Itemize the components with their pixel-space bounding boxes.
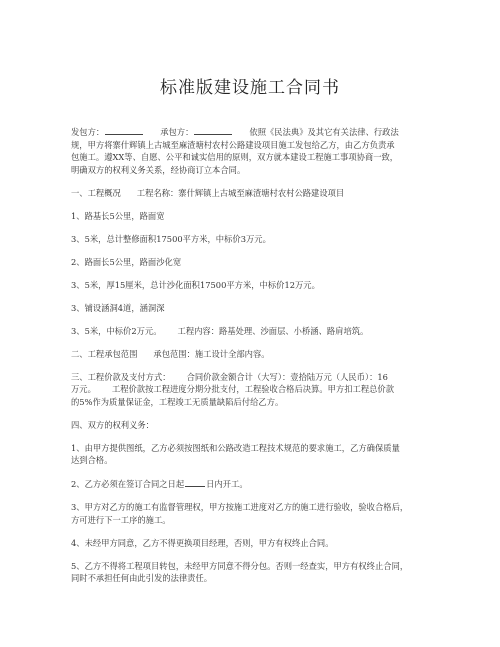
right-1-line-2: 达到合格。 (71, 455, 113, 465)
party-a-blank (105, 125, 143, 135)
contract-body (71, 125, 433, 595)
contract-amount: 合同价款金额合计（大写）：壹拾陆万元（人民币）：16 (186, 371, 388, 382)
right-3-line-2: 方可进行下一工序的施工。 (71, 514, 171, 525)
party-a-label: 发包方： (71, 127, 105, 137)
item-6-price: 3、5米，中标价2万元。 (71, 325, 162, 336)
right-3-line-1: 3、甲方对乙方的施工有监督管理权，甲方按施工进度对乙方的施工进行验收，验收合格后， (71, 502, 409, 512)
section-3-line-2 (71, 383, 433, 396)
section-3-heading: 三、工程价款及支付方式： (71, 371, 171, 382)
project-name: 工程名称：寨什辉镇上古城至麻渣塘村农村公路建设项目 (136, 187, 345, 198)
section-1-heading-line (71, 187, 433, 200)
party-b-label: 承包方： (160, 127, 194, 137)
section-3-paragraph (71, 371, 433, 409)
right-1-line-1: 1、由甲方提供图纸，乙方必须按图纸和公路改造工程技术规范的要求施工，乙方确保质量 (71, 442, 400, 453)
right-3 (71, 501, 433, 526)
intro-line-1 (71, 125, 433, 139)
right-5-line-2: 同时不承担任何由此引发的法律责任。 (71, 573, 213, 583)
section-4-heading: 四、双方的权利义务： (71, 419, 154, 430)
right-1 (71, 442, 433, 467)
section-3-line-3: 的5%作为质量保证金，工程竣工无质量缺陷后付给乙方。 (71, 396, 284, 407)
intro-line-1-rest: 依照《民法典》及其它有关法律、行政法 (249, 127, 399, 137)
right-4 (71, 537, 433, 550)
start-days-blank (185, 477, 205, 487)
right-5-line-1: 5、乙方不得将工程项目转包，未经甲方同意不得分包。否则一经查实，甲方有权终止合同， (71, 560, 409, 571)
item-4: 3、5米，厚15厘米，总计沙化面积17500平方米，中标价12万元。 (71, 279, 320, 290)
item-5: 3、铺设涵洞4道，涵洞深 (71, 302, 165, 313)
item-6 (71, 325, 433, 338)
item-3: 2、路面长5公里，路面沙化宽 (71, 256, 182, 267)
payment-terms: 工程价款按工程进度分期分批支付，工程验收合格后决算。甲方扣工程总价款 (111, 384, 395, 394)
right-2-before: 2、乙方必须在签订合同之日起 (71, 479, 185, 489)
item-1: 1、路基长5公里，路面宽 (71, 210, 165, 221)
section-2-heading: 二、工程承包范围 (71, 348, 138, 359)
item-6-content: 工程内容：路基处理、沙面层、小桥涵、路肩培筑。 (177, 325, 369, 336)
intro-line-3: 包施工。遵XX等、自愿、公平和诚实信用的原则，双方就本建设工程施工事项协商一致， (71, 152, 399, 162)
section-2-scope: 承包范围：施工设计全部内容。 (153, 348, 270, 359)
section-1-heading: 一、工程概况 (71, 187, 121, 198)
document-title: 标准版建设施工合同书 (160, 78, 340, 98)
intro-line-4: 明确双方的权利义务关系，经协商订立本合同。 (71, 164, 246, 175)
party-b-blank (194, 125, 232, 135)
intro-line-2: 规，甲方将寨什辉镇上古城至麻渣塘村农村公路建设项目施工发包给乙方，由乙方负责承 (71, 139, 395, 150)
right-4-line-1: 4、未经甲方同意，乙方不得更换项目经理，否则，甲方有权终止合同。 (71, 537, 334, 548)
contract-amount-unit: 万元。 (71, 384, 96, 394)
right-5 (71, 560, 433, 585)
section-3-line-1 (71, 371, 433, 384)
intro-paragraph (71, 125, 433, 176)
right-2 (71, 477, 433, 491)
section-2-line (71, 348, 433, 361)
right-2-after: 日内开工。 (206, 479, 248, 489)
item-2: 3、5米，总计整修面积17500平方米，中标价3万元。 (71, 233, 271, 244)
